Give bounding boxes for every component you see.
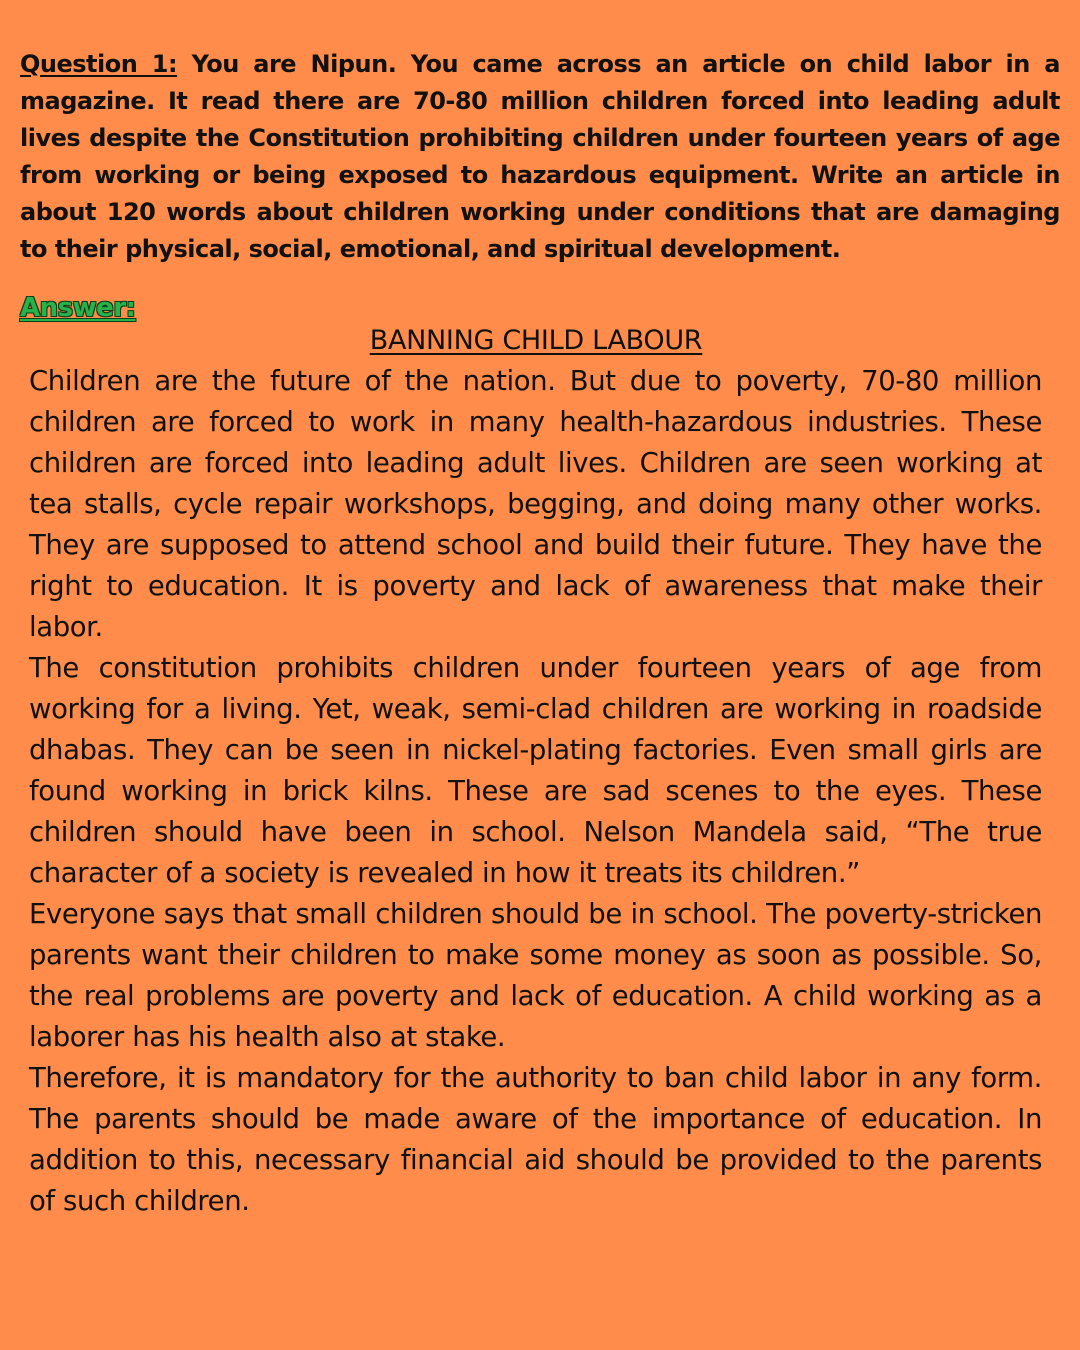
question-block bbox=[20, 46, 1060, 268]
question-label: Question 1: bbox=[20, 50, 178, 78]
answer-label: Answer: bbox=[20, 293, 136, 323]
article-body bbox=[29, 361, 1042, 1222]
article-paragraph-2: The constitution prohibits children under fourteen years of age from working for a living. Yet, weak, semi-clad children are working in roadside dhabas. They can be seen in nickel-plating factories. Even small girls are found working in brick kilns. These are sad scenes to the eyes. These children should have been in school. Nelson Mandela said, “The true character of a society is revealed in how it treats its children.” bbox=[29, 652, 1042, 889]
article-title: BANNING CHILD LABOUR bbox=[369, 325, 703, 356]
question-text: You are Nipun. You came across an article on child labor in a magazine. It read there are 70-80 million children forced into leading adult lives despite the Constitution prohibiting children under fourteen years of age from working or being exposed to hazardous equipment. Write an article in about 120 words about children working under conditions that are damaging to their physical, social, emotional, and spiritual development. bbox=[20, 50, 1060, 263]
article-paragraph-4: Therefore, it is mandatory for the authority to ban child labor in any form. The parents should be made aware of the importance of education. In addition to this, necessary financial aid should be provided to the parents of such children. bbox=[29, 1062, 1042, 1217]
article-paragraph-1: Children are the future of the nation. But due to poverty, 70-80 million children are forced to work in many health-hazardous industries. These children are forced into leading adult lives. Children are seen working at tea stalls, cycle repair workshops, begging, and doing many other works. They are supposed to attend school and build their future. They have the right to education. It is poverty and lack of awareness that make their labor. bbox=[29, 365, 1042, 643]
article-paragraph-3: Everyone says that small children should be in school. The poverty-stricken parents want their children to make some money as soon as possible. So, the real problems are poverty and lack of education. A child working as a laborer has his health also at stake. bbox=[29, 898, 1042, 1053]
